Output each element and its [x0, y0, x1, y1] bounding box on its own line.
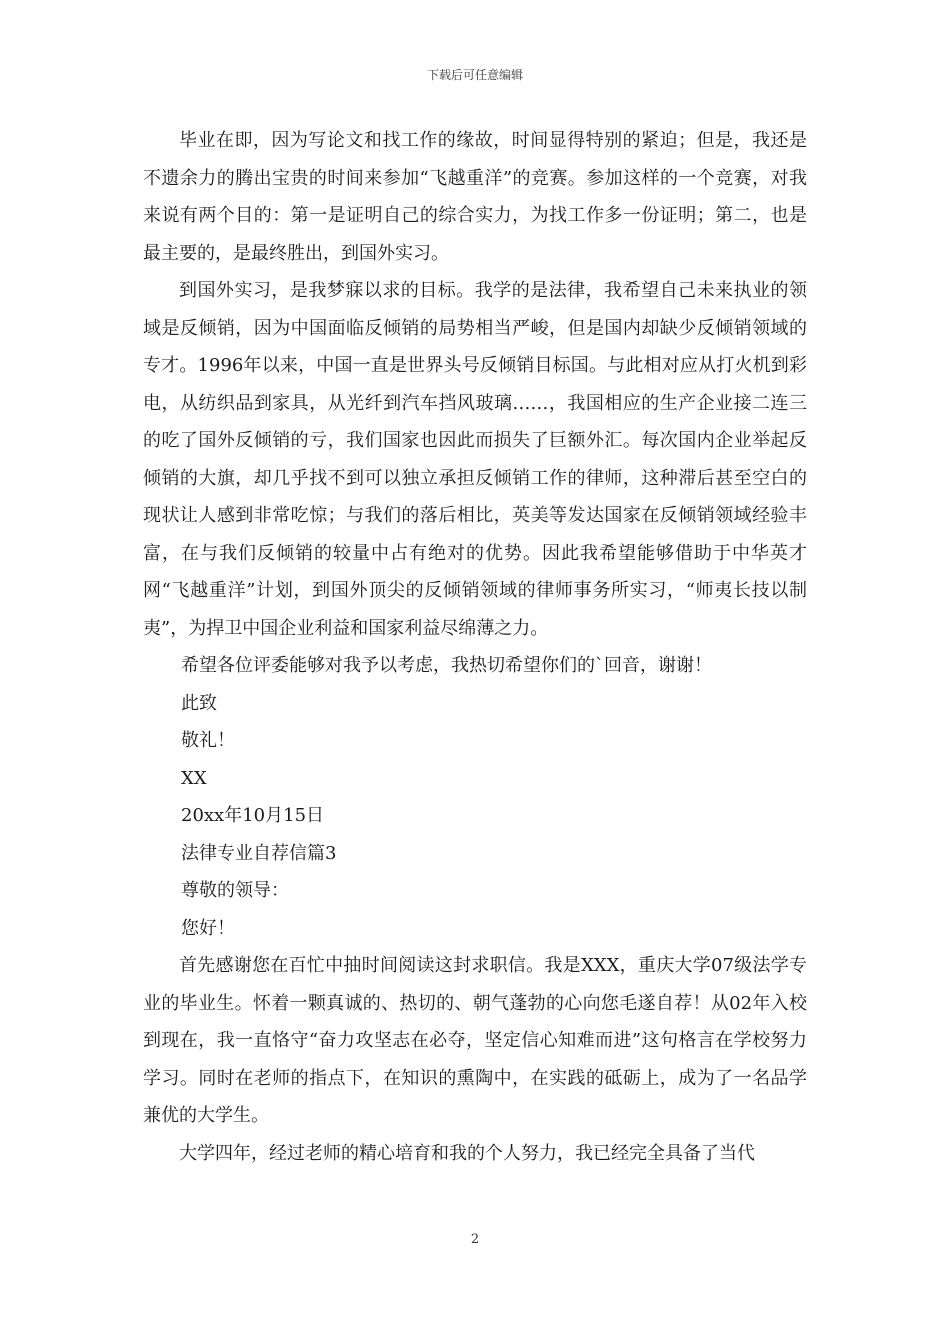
paragraph-1: 毕业在即，因为写论文和找工作的缘故，时间显得特别的紧迫；但是，我还是不遗余力的腾出宝贵的时间来参加“飞越重洋”的竞赛。参加这样的一个竞赛，对我来说有两个目的：第一是证明自己的综合实力，为找工作多一份证明；第二，也是最主要的，是最终胜出，到国外实习。 — [143, 130, 807, 264]
greeting-hello: 您好！ — [181, 917, 235, 939]
salutation-jingli: 敬礼！ — [181, 730, 235, 751]
document-body — [143, 122, 807, 1172]
signature-name: XX — [181, 767, 207, 789]
salutation-cizhi: 此致 — [181, 692, 217, 714]
signature-date: 20xx年10月15日 — [181, 805, 325, 826]
section-title: 法律专业自荐信篇3 — [181, 842, 337, 864]
page-number: 2 — [470, 1232, 480, 1247]
paragraph-3: 首先感谢您在百忙中抽时间阅读这封求职信。我是XXX，重庆大学07级法学专业的毕业生。怀着一颗真诚的、热切的、朝气蓬勃的心向您毛遂自荐！从02年入校到现在，我一直恪守“奋力攻坚志在必夺，坚定信心知难而进”这句格言在学校努力学习。同时在老师的指点下，在知识的熏陶中，在实践的砥砺上，成为了一名品学兼优的大学生。 — [143, 955, 807, 1126]
closing-request-line: 希望各位评委能够对我予以考虑，我热切希望你们的`回音，谢谢！ — [181, 655, 712, 676]
paragraph-2: 到国外实习，是我梦寐以求的目标。我学的是法律，我希望自己未来执业的领域是反倾销，因为中国面临反倾销的局势相当严峻，但是国内却缺少反倾销领域的专才。1996年以来，中国一直是世界头号反倾销目标国。与此相对应从打火机到彩电，从纺织品到家具，从光纤到汽车挡风玻璃……，我国相应的生产企业接二连三的吃了国外反倾销的亏，我们国家也因此而损失了巨额外汇。每次国内企业举起反倾销的大旗，却几乎找不到可以独立承担反倾销工作的律师，这种滞后甚至空白的现状让人感到非常吃惊；与我们的落后相比，英美等发达国家在反倾销领域经验丰富，在与我们反倾销的较量中占有绝对的优势。因此我希望能够借助于中华英才网“飞越重洋”计划，到国外顶尖的反倾销领域的律师事务所实习，“师夷长技以制夷”，为捍卫中国企业利益和国家利益尽绵薄之力。 — [143, 280, 807, 639]
paragraph-4: 大学四年，经过老师的精心培育和我的个人努力，我已经完全具备了当代 — [179, 1142, 755, 1164]
greeting-addressee: 尊敬的领导： — [181, 880, 289, 901]
page-header-note: 下载后可任意编辑 — [426, 68, 523, 82]
